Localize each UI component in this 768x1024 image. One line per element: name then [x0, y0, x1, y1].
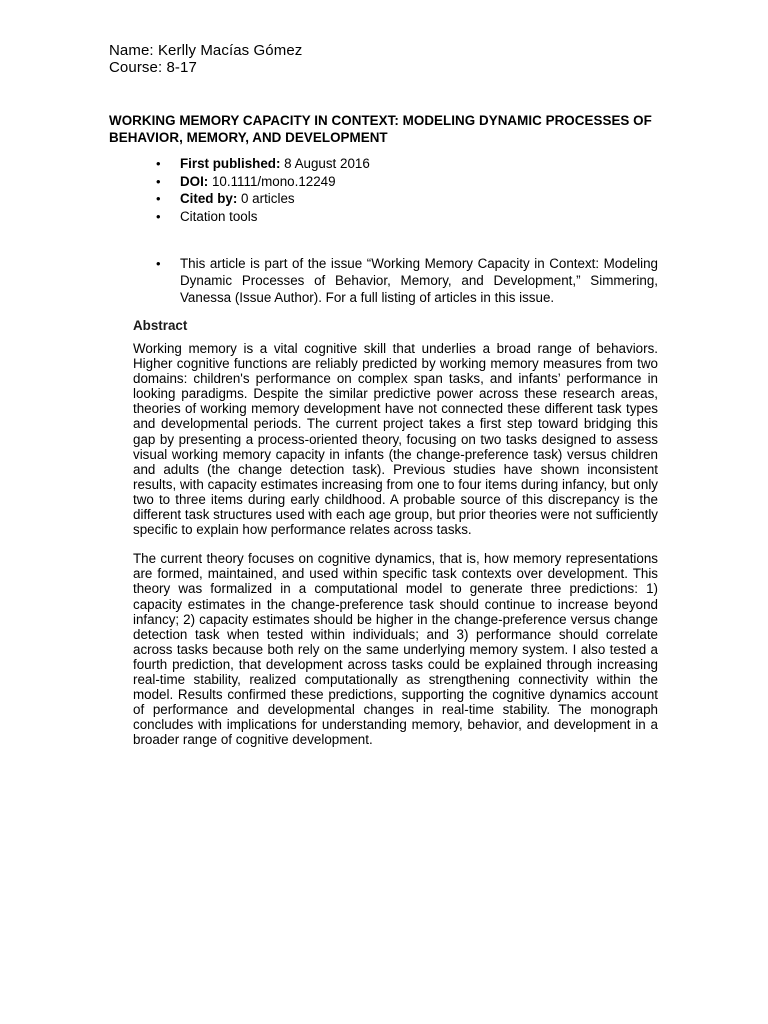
meta-value: Citation tools: [180, 208, 258, 224]
bullet-icon: •: [156, 191, 161, 207]
issue-note-item: [156, 255, 658, 306]
student-header: [109, 42, 302, 76]
meta-item-first-published: [156, 155, 656, 173]
article-meta-list: [156, 155, 656, 225]
abstract-paragraph: Working memory is a vital cognitive skill that underlies a broad range of behaviors. Higher cognitive functions are reliably predicted by working memory measures from two domains: children's performance on complex span tasks, and infants’ performance in looking paradigms. Despite the similar predictive power across these research areas, theories of working memory development have not connected these different task types and developmental periods. The current project takes a first step toward bridging this gap by presenting a process-oriented theory, focusing on two tasks designed to assess visual working memory capacity in infants (the change-preference task) versus children and adults (the change detection task). Previous studies have shown inconsistent results, with capacity estimates increasing from one to four items during infancy, but only two to three items during early childhood. A probable source of this discrepancy is the different task structures used with each age group, but prior theories were not sufficiently specific to explain how performance relates across tasks.: [133, 341, 659, 538]
meta-label: First published:: [180, 156, 281, 171]
meta-item-citation-tools: [156, 208, 656, 226]
abstract-paragraph: The current theory focuses on cognitive dynamics, that is, how memory representations are formed, maintained, and used within specific task contexts over development. This theory was formalized in a computational model to generate three predictions: 1) capacity estimates in the change-preference task should continue to increase beyond infancy; 2) capacity estimates should be higher in the change-preference versus change detection task when tested within individuals; and 3) performance should correlate across tasks because both rely on the same underlying memory system. I also tested a fourth prediction, that development across tasks could be explained through increasing real-time stability, realized computationally as strengthening connectivity within the model. Results confirmed these predictions, supporting the cognitive dynamics account of performance and developmental changes in real-time stability. The monograph concludes with implications for understanding memory, behavior, and development in a broader range of cognitive development.: [133, 551, 658, 748]
article-title: WORKING MEMORY CAPACITY IN CONTEXT: MODELING DYNAMIC PROCESSES OF BEHAVIOR, MEMORY, AND DEVELOPMENT: [109, 113, 652, 145]
abstract-heading: Abstract: [133, 318, 188, 333]
student-name: Name: Kerlly Macías Gómez: [109, 42, 303, 59]
meta-value: 8 August 2016: [280, 156, 370, 171]
issue-note-text: This article is part of the issue “Working Memory Capacity in Context: Modeling Dynamic Processes of Behavior, Memory, and Development,” Simmering, Vanessa (Issue Author). For a full listing of articles in this issue.: [180, 256, 658, 305]
bullet-icon: •: [156, 208, 161, 224]
abstract-body: [133, 341, 658, 761]
bullet-icon: •: [156, 156, 161, 171]
meta-value: 0 articles: [237, 191, 295, 207]
meta-item-cited-by: [156, 190, 656, 208]
bullet-icon: •: [156, 173, 161, 189]
meta-label: DOI:: [180, 173, 209, 189]
meta-label: Cited by:: [180, 191, 238, 207]
course-code: Course: 8-17: [109, 59, 197, 76]
issue-note-list: [156, 255, 658, 306]
meta-value: 10.1111/mono.12249: [208, 173, 336, 189]
meta-item-doi: [156, 173, 656, 191]
bullet-icon: •: [156, 256, 161, 271]
